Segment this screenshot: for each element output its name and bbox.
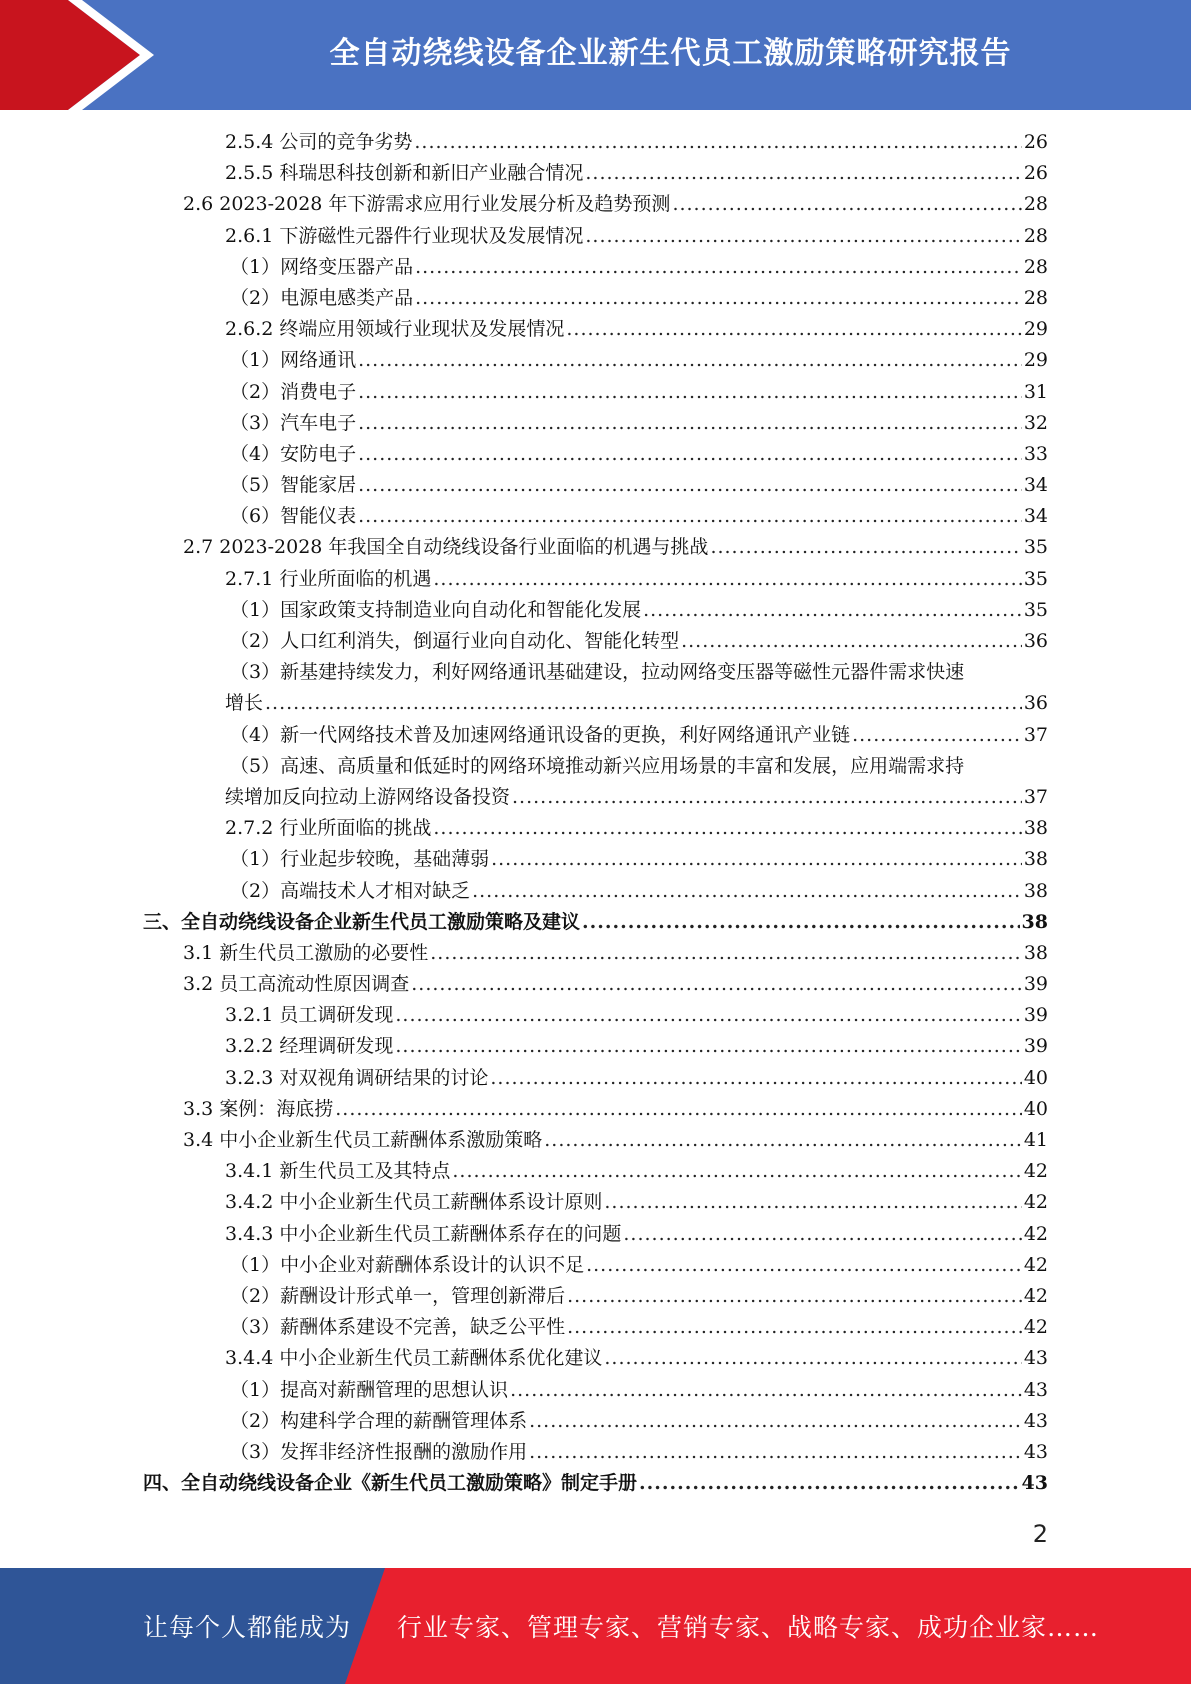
- toc-leader-dots: [529, 1437, 1022, 1468]
- toc-entry-page: 39: [1023, 1035, 1048, 1058]
- toc-leader-dots: [582, 907, 1020, 938]
- toc-entry-page: 43: [1023, 1378, 1048, 1401]
- toc-entry-page: 38: [1023, 941, 1048, 964]
- toc-entry-label: （3）新基建持续发力，利好网络通讯基础建设，拉动网络变压器等磁性元器件需求快速: [230, 661, 965, 684]
- toc-entry-page: 35: [1023, 598, 1048, 621]
- toc-entry-label: （6）智能仪表: [230, 505, 357, 528]
- toc-entry-label: （3）汽车电子: [230, 411, 357, 434]
- toc-entry[interactable]: [0, 252, 1191, 283]
- toc-entry[interactable]: [0, 439, 1191, 470]
- toc-entry-page: 29: [1023, 349, 1048, 372]
- toc-entry-label: 3.4.4 中小企业新生代员工薪酬体系优化建议: [225, 1347, 603, 1370]
- toc-leader-dots: [567, 1312, 1022, 1343]
- toc-leader-dots: [395, 1000, 1021, 1031]
- toc-entry-label: （2）构建科学合理的薪酬管理体系: [230, 1409, 528, 1432]
- toc-entry[interactable]: [0, 1156, 1191, 1187]
- toc-entry-label: （3）薪酬体系建设不完善，缺乏公平性: [230, 1316, 566, 1339]
- toc-entry[interactable]: [0, 1125, 1191, 1156]
- toc-entry-label: 3.2.1 员工调研发现: [225, 1004, 394, 1027]
- toc-entry[interactable]: [0, 1406, 1191, 1437]
- toc-entry-page: 43: [1023, 1440, 1048, 1463]
- toc-entry-page: 42: [1023, 1284, 1048, 1307]
- toc-entry[interactable]: [0, 657, 1191, 688]
- toc-entry-label: （2）电源电感类产品: [230, 286, 414, 309]
- table-of-contents: [0, 127, 1191, 1499]
- toc-entry[interactable]: [0, 189, 1191, 220]
- toc-leader-dots: [544, 1125, 1022, 1156]
- toc-entry-page: 32: [1023, 411, 1048, 434]
- toc-entry-label: 3.2 员工高流动性原因调查: [183, 973, 410, 996]
- toc-entry[interactable]: [0, 1000, 1191, 1031]
- toc-entry[interactable]: [0, 1468, 1191, 1499]
- toc-entry-label: 3.1 新生代员工激励的必要性: [183, 941, 429, 964]
- toc-entry[interactable]: [0, 127, 1191, 158]
- toc-leader-dots: [529, 1406, 1022, 1437]
- toc-entry[interactable]: [0, 221, 1191, 252]
- toc-entry[interactable]: [0, 314, 1191, 345]
- toc-entry-label: （2）消费电子: [230, 380, 357, 403]
- toc-entry-page: 43: [1023, 1409, 1048, 1432]
- toc-leader-dots: [512, 782, 1022, 813]
- toc-entry[interactable]: [0, 501, 1191, 532]
- toc-leader-dots: [566, 314, 1021, 345]
- toc-leader-dots: [452, 1156, 1021, 1187]
- toc-entry-page: 36: [1023, 692, 1048, 715]
- footer-band: [0, 1568, 1191, 1684]
- toc-entry-page: 38: [1021, 910, 1048, 933]
- toc-entry-page: 35: [1023, 567, 1048, 590]
- toc-entry-page: 28: [1023, 255, 1048, 278]
- toc-leader-dots: [672, 189, 1021, 220]
- toc-leader-dots: [414, 127, 1021, 158]
- toc-entry-page: 42: [1023, 1253, 1048, 1276]
- toc-entry[interactable]: [0, 844, 1191, 875]
- toc-entry[interactable]: [0, 1437, 1191, 1468]
- report-title: 全自动绕线设备企业新生代员工激励策略研究报告: [329, 36, 1012, 71]
- toc-entry-page: 28: [1023, 224, 1048, 247]
- toc-entry-page: 26: [1023, 131, 1048, 153]
- toc-entry-page: 43: [1021, 1472, 1048, 1495]
- toc-entry-page: 43: [1023, 1347, 1048, 1370]
- toc-entry[interactable]: [0, 1219, 1191, 1250]
- toc-entry[interactable]: [0, 1250, 1191, 1281]
- toc-entry[interactable]: [0, 938, 1191, 969]
- toc-leader-dots: [358, 345, 1022, 376]
- toc-leader-dots: [585, 221, 1021, 252]
- toc-entry-label: 2.7.1 行业所面临的机遇: [225, 567, 432, 590]
- toc-entry-label: （1）提高对薪酬管理的思想认识: [230, 1378, 509, 1401]
- toc-leader-dots: [265, 688, 1022, 719]
- toc-entry-page: 39: [1023, 973, 1048, 996]
- toc-leader-dots: [510, 1375, 1022, 1406]
- toc-entry-label: 2.5.5 科瑞思科技创新和新旧产业融合情况: [225, 162, 584, 185]
- toc-leader-dots: [852, 720, 1022, 751]
- footer-slogan-left: 让每个人都能成为: [143, 1613, 352, 1642]
- toc-entry[interactable]: [0, 1375, 1191, 1406]
- toc-entry-label: （2）薪酬设计形式单一，管理创新滞后: [230, 1284, 566, 1307]
- toc-entry-label: 3.2.3 对双视角调研结果的讨论: [225, 1066, 489, 1089]
- toc-entry-label: 续增加反向拉动上游网络设备投资: [225, 785, 511, 808]
- toc-leader-dots: [639, 1468, 1020, 1499]
- toc-entry[interactable]: [0, 595, 1191, 626]
- toc-entry[interactable]: [0, 813, 1191, 844]
- toc-entry-label: 2.6.1 下游磁性元器件行业现状及发展情况: [225, 224, 584, 247]
- toc-entry-label: （1）网络通讯: [230, 349, 357, 372]
- toc-entry-label: （4）新一代网络技术普及加速网络通讯设备的更换，利好网络通讯产业链: [230, 723, 851, 746]
- toc-entry[interactable]: [0, 345, 1191, 376]
- toc-entry-label: 2.6.2 终端应用领域行业现状及发展情况: [225, 318, 565, 341]
- toc-entry[interactable]: [0, 876, 1191, 907]
- toc-leader-dots: [490, 1063, 1021, 1094]
- toc-leader-dots: [358, 501, 1022, 532]
- toc-entry[interactable]: [0, 532, 1191, 563]
- toc-entry-label: （2）高端技术人才相对缺乏: [230, 879, 471, 902]
- toc-entry-label: （2）人口红利消失，倒逼行业向自动化、智能化转型: [230, 630, 680, 652]
- toc-leader-dots: [710, 532, 1021, 563]
- toc-leader-dots: [358, 470, 1022, 501]
- toc-entry[interactable]: [0, 1281, 1191, 1312]
- toc-entry-page: 42: [1023, 1160, 1048, 1183]
- toc-entry-label: （1）国家政策支持制造业向自动化和智能化发展: [230, 598, 642, 621]
- toc-entry-page: 33: [1023, 442, 1048, 465]
- toc-entry-label: 3.4.2 中小企业新生代员工薪酬体系设计原则: [225, 1191, 603, 1214]
- toc-entry-page: 42: [1023, 1222, 1048, 1245]
- header-band: [0, 0, 1191, 110]
- footer-slogan-right: 行业专家、管理专家、营销专家、战略专家、成功企业家……: [397, 1613, 1100, 1642]
- toc-entry[interactable]: [0, 720, 1191, 751]
- toc-entry-page: 29: [1023, 318, 1048, 341]
- toc-leader-dots: [604, 1187, 1021, 1218]
- toc-entry-page: 34: [1023, 505, 1048, 528]
- page-number: 2: [1032, 1520, 1048, 1548]
- toc-entry-label: 2.7.2 行业所面临的挑战: [225, 817, 432, 840]
- toc-entry-page: 39: [1023, 1004, 1048, 1027]
- toc-entry[interactable]: [0, 1343, 1191, 1374]
- toc-entry-label: 3.2.2 经理调研发现: [225, 1035, 394, 1058]
- toc-entry-page: 37: [1023, 723, 1048, 746]
- toc-entry-label: （5）高速、高质量和低延时的网络环境推动新兴应用场景的丰富和发展，应用端需求持: [230, 754, 965, 777]
- toc-entry-page: 42: [1023, 1191, 1048, 1214]
- toc-entry-page: 26: [1023, 162, 1048, 185]
- toc-entry[interactable]: [0, 408, 1191, 439]
- toc-leader-dots: [585, 158, 1021, 189]
- toc-entry-page: 35: [1023, 536, 1048, 559]
- toc-entry[interactable]: [0, 1031, 1191, 1062]
- toc-entry-label: （1）行业起步较晚，基础薄弱: [230, 848, 490, 871]
- toc-leader-dots: [623, 1219, 1021, 1250]
- toc-leader-dots: [358, 439, 1022, 470]
- toc-leader-dots: [567, 1281, 1022, 1312]
- toc-entry[interactable]: [0, 1312, 1191, 1343]
- toc-entry-label: 3.4 中小企业新生代员工薪酬体系激励策略: [183, 1129, 543, 1151]
- toc-entry-label: 2.6 2023-2028 年下游需求应用行业发展分析及趋势预测: [183, 193, 671, 216]
- toc-entry[interactable]: [0, 1063, 1191, 1094]
- toc-entry-label: 3.4.1 新生代员工及其特点: [225, 1160, 451, 1183]
- toc-entry-page: 41: [1023, 1129, 1048, 1151]
- toc-leader-dots: [491, 844, 1022, 875]
- toc-leader-dots: [415, 283, 1022, 314]
- toc-entry[interactable]: [0, 283, 1191, 314]
- toc-entry-label: （4）安防电子: [230, 442, 357, 465]
- toc-entry-label: 三、全自动绕线设备企业新生代员工激励策略及建议: [143, 910, 581, 933]
- toc-leader-dots: [358, 408, 1022, 439]
- toc-leader-dots: [395, 1031, 1021, 1062]
- toc-entry-label: 3.3 案例：海底捞: [183, 1097, 334, 1120]
- toc-entry-label: （1）中小企业对薪酬体系设计的认识不足: [230, 1253, 585, 1276]
- toc-leader-dots: [415, 252, 1022, 283]
- toc-entry-label: （1）网络变压器产品: [230, 255, 414, 278]
- toc-leader-dots: [430, 938, 1022, 969]
- toc-entry[interactable]: [0, 969, 1191, 1000]
- toc-entry[interactable]: [0, 688, 1191, 719]
- toc-leader-dots: [586, 1250, 1022, 1281]
- toc-entry[interactable]: [0, 751, 1191, 782]
- toc-entry-label: 3.4.3 中小企业新生代员工薪酬体系存在的问题: [225, 1222, 622, 1245]
- toc-leader-dots: [681, 626, 1022, 657]
- toc-entry[interactable]: [0, 1187, 1191, 1218]
- toc-entry-page: 31: [1023, 380, 1048, 403]
- toc-entry-page: 28: [1023, 286, 1048, 309]
- toc-entry-page: 34: [1023, 474, 1048, 497]
- toc-entry-page: 42: [1023, 1316, 1048, 1339]
- toc-leader-dots: [604, 1343, 1021, 1374]
- toc-entry-page: 38: [1023, 879, 1048, 902]
- toc-entry-label: （3）发挥非经济性报酬的激励作用: [230, 1440, 528, 1463]
- toc-entry-page: 40: [1023, 1066, 1048, 1089]
- toc-entry[interactable]: [0, 782, 1191, 813]
- toc-entry[interactable]: [0, 907, 1191, 938]
- toc-entry[interactable]: [0, 377, 1191, 408]
- toc-entry[interactable]: [0, 564, 1191, 595]
- toc-entry-label: 增长: [225, 692, 264, 715]
- toc-leader-dots: [358, 377, 1022, 408]
- toc-entry[interactable]: [0, 1094, 1191, 1125]
- red-chevron-icon: [0, 0, 160, 110]
- toc-leader-dots: [643, 595, 1022, 626]
- toc-entry-label: 2.5.4 公司的竞争劣势: [225, 131, 413, 153]
- toc-leader-dots: [472, 876, 1022, 907]
- toc-entry-page: 38: [1023, 817, 1048, 840]
- toc-entry-page: 28: [1023, 193, 1048, 216]
- toc-entry-label: （5）智能家居: [230, 474, 357, 497]
- toc-leader-dots: [411, 969, 1022, 1000]
- toc-leader-dots: [433, 813, 1021, 844]
- toc-entry-page: 36: [1023, 630, 1048, 652]
- toc-leader-dots: [335, 1094, 1022, 1125]
- toc-entry[interactable]: [0, 470, 1191, 501]
- toc-entry[interactable]: [0, 626, 1191, 657]
- toc-leader-dots: [433, 564, 1021, 595]
- toc-entry-label: 四、全自动绕线设备企业《新生代员工激励策略》制定手册: [143, 1472, 638, 1495]
- toc-entry-page: 40: [1023, 1097, 1048, 1120]
- toc-entry-page: 38: [1023, 848, 1048, 871]
- toc-entry-label: 2.7 2023-2028 年我国全自动绕线设备行业面临的机遇与挑战: [183, 536, 709, 559]
- toc-entry-page: 37: [1023, 785, 1048, 808]
- toc-entry[interactable]: [0, 158, 1191, 189]
